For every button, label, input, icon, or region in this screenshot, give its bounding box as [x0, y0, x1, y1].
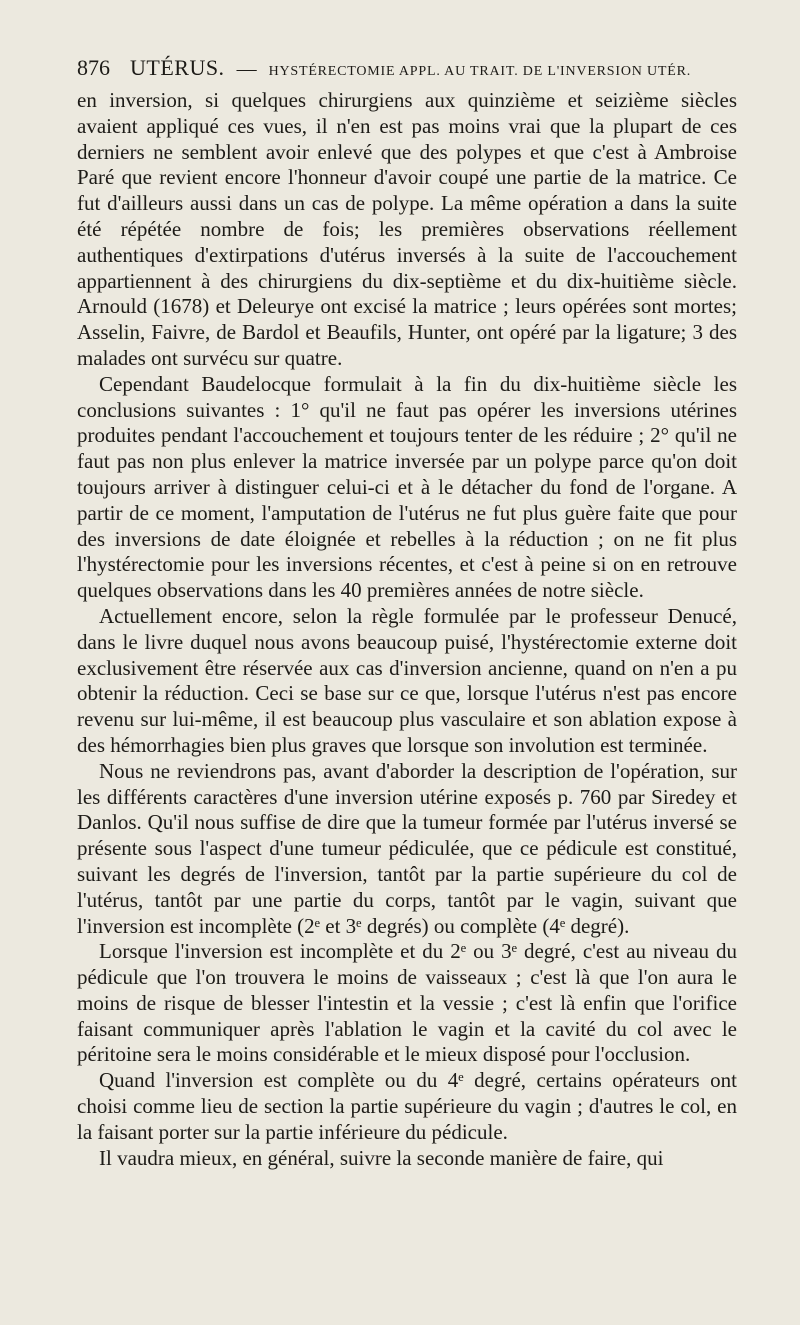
body-text — [77, 88, 737, 1171]
paragraph: Il vaudra mieux, en général, suivre la seconde manière de faire, qui — [99, 1145, 664, 1170]
paragraph: Actuellement encore, selon la règle formulée par le professeur Denucé, dans le livre duquel nous avons beaucoup puisé, l'hystérectomie externe doit exclusivement être réservée aux cas d'inversion ancienne, quand on n'en a pu obtenir la réduction. Ceci se base sur ce que, lorsque l'utérus n'est pas encore revenu sur lui-même, il est beaucoup plus vasculaire et son ablation expose à des hémorrhagies bien plus graves que lorsque son involution est terminée. — [77, 603, 737, 757]
paragraph: Lorsque l'inversion est incomplète et du 2ᵉ ou 3ᵉ degré, c'est au niveau du pédicule que l'on trouvera le moins de vaisseaux ; c'est là que l'on aura le moins de risque de blesser l'intestin et la vessie ; c'est là enfin que l'orifice faisant communiquer après l'ablation le vagin et la cavité du col avec le péritoine sera le moins considérable et le mieux disposé pour l'occlusion. — [77, 939, 737, 1067]
paragraph: Nous ne reviendrons pas, avant d'aborder la description de l'opération, sur les différents caractères d'une inversion utérine exposés p. 760 par Siredey et Danlos. Qu'il nous suffise de dire que la tumeur formée par l'utérus inversé se présente sous l'aspect d'une tumeur pédiculée, que ce pédicule est constitué, suivant les degrés de l'inversion, tantôt par la partie supérieure du col de l'utérus, tantôt par une partie du corps, tantôt par le vagin, suivant que l'inversion est incomplète (2ᵉ et 3ᵉ degrés) ou complète (4ᵉ degré). — [77, 758, 737, 938]
running-header — [77, 52, 737, 84]
paragraph: Cependant Baudelocque formulait à la fin du dix-huitième siècle les conclusions suivantes : 1° qu'il ne faut pas opérer les inversions utérines produites pendant l'accouchement et toujours tenter de les réduire ; 2° qu'il ne faut pas non plus enlever la matrice inversée par un polype parce qu'on doit toujours arriver à distinguer celui-ci et à le détacher du fond de l'organe. A partir de ce moment, l'amputation de l'utérus ne fut plus guère faite que pour des inversions de date éloignée et rebelles à la réduction ; on ne fit plus l'hystérectomie pour les inversions récentes, et c'est à peine si on en retrouve quelques observations dans les 40 premières années de notre siècle. — [77, 371, 737, 603]
paragraph: Quand l'inversion est complète ou du 4ᵉ degré, certains opérateurs ont choisi comme lieu de section la partie supérieure du vagin ; d'autres le col, en la faisant porter sur la partie inférieure du pédicule. — [77, 1068, 737, 1144]
page-number: 876 — [77, 55, 110, 80]
paragraph: en inversion, si quelques chirurgiens aux quinzième et seizième siècles avaient appliqué ces vues, il n'en est pas moins vrai que la plupart de ces derniers ne semblent avoir enlevé que des polypes et que c'est à Ambroise Paré que revient encore l'honneur d'avoir coupé une partie de la matrice. Ce fut d'ailleurs aussi dans un cas de polype. La même opération a dans la suite été répétée nombre de fois; les premières observations réellement authentiques d'extirpations d'utérus inversés à la suite de l'accouchement appartiennent à des chirurgiens du dix-septième et du dix-huitième siècle. Arnould (1678) et Deleurye ont excisé la matrice ; leurs opérées sont mortes; Asselin, Faivre, de Bardol et Beaufils, Hunter, ont opéré par la ligature; 3 des malades ont survécu sur quatre. — [77, 88, 737, 370]
running-subtitle: HYSTÉRECTOMIE APPL. AU TRAIT. DE L'INVERSION UTÉR. — [268, 64, 692, 79]
header-separator: — — [236, 58, 257, 80]
running-title: UTÉRUS. — [130, 55, 225, 80]
